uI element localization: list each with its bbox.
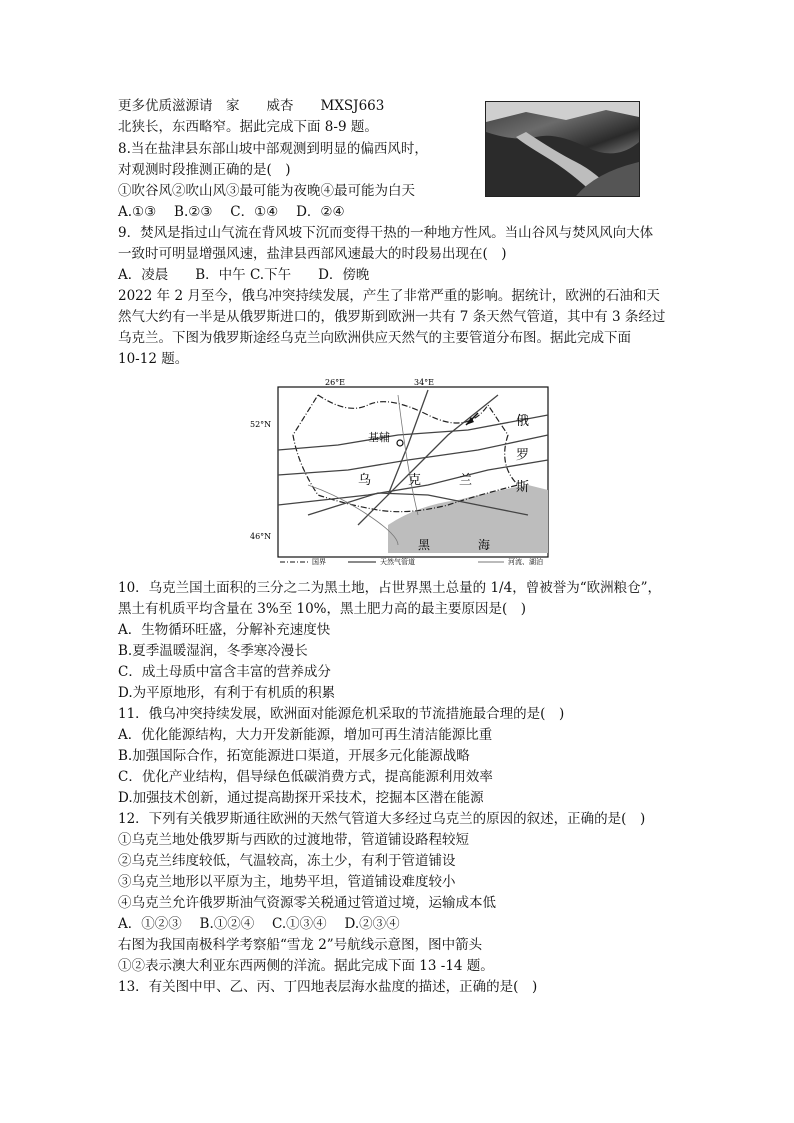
header-line: 更多优质滋源请 家 威杏 MXSJ663 [118,98,385,114]
q12-item-4: ④乌克兰允许俄罗斯油气资源零关税通过管道过境，运输成本低 [118,895,496,911]
q10-option-c: C．成土母质中富含丰富的营养成分 [118,664,331,680]
intro-tail: 北狭长，东西略窄。据此完成下面 8-9 题。 [118,119,378,135]
q12-stem: 12．下列有关俄罗斯通往欧洲的天然气管道大多经过乌克兰的原因的叙述，正确的是( ) [118,811,646,827]
q9-stem-2: 一致时可明显增强风速，盐津县西部风速最大的时段易出现在( ) [118,246,507,262]
lon-left-label: 26°E [325,378,346,387]
pipeline-map-svg [248,375,558,565]
passage2-line-2: ①②表示澳大利亚东西两侧的洋流。据此完成下面 13 -14 题。 [118,958,494,974]
legend-border-label: 国界 [312,558,326,565]
q12-options: A．①②③ B.①②④ C.①③④ D.②③④ [118,916,400,932]
passage2-line-1: 右图为我国南极科学考察船“雪龙 2”号航线示意图，图中箭头 [118,937,483,953]
q10-option-d: D.为平原地形，有利于有机质的积累 [118,685,336,701]
kyiv-marker [397,440,403,446]
q13-stem: 13．有关图中甲、乙、丙、丁四地表层海水盐度的描述，正确的是( ) [118,979,538,995]
lat-bottom-label: 46°N [250,532,272,541]
q9-stem-1: 9．焚风是指过山气流在背风坡下沉而变得干热的一种地方性风。当山谷风与焚风风向大体 [118,225,654,241]
q8-options: A.①③ B.②③ C．①④ D．②④ [118,204,345,220]
q8-stem-1: 8.当在盐津县东部山坡中部观测到明显的偏西风时， [118,141,428,157]
lat-top-label: 52°N [250,420,272,429]
q12-item-1: ①乌克兰地处俄罗斯与西欧的过渡地带，管道铺设路程较短 [118,832,469,848]
q11-option-b: B.加强国际合作，拓宽能源进口渠道，开展多元化能源战略 [118,748,470,764]
valley-photo-drawing [486,102,639,196]
q10-stem-2: 黑土有机质平均含量在 3%至 10%，黑土肥力高的最主要原因是( ) [118,601,527,617]
lon-right-label: 34°E [414,378,435,387]
q12-item-3: ③乌克兰地形以平原为主，地势平坦，管道铺设难度较小 [118,874,456,890]
sea-char-1: 黑 [418,538,431,552]
russia-char-1: 俄 [516,414,530,429]
kyiv-label: 基辅 [368,431,390,444]
q10-option-a: A．生物循环旺盛，分解补充速度快 [118,622,331,638]
country-char-3: 兰 [459,473,473,488]
passage-line-2: 然气大约有一半是从俄罗斯进口的，俄罗斯到欧洲一共有 7 条天然气管道，其中有 3 条经过 [118,309,666,325]
q10-stem-1: 10．乌克兰国土面积的三分之二为黑土地，占世界黑土总量的 1/4，曾被誉为“欧洲粮仓”， [118,580,661,596]
country-char-2: 克 [408,473,422,488]
q12-item-2: ②乌克兰纬度较低，气温较高，冻土少，有利于管道铺设 [118,853,456,869]
q11-option-d: D.加强技术创新，通过提高勘探开采技术，挖掘本区潜在能源 [118,790,484,806]
q11-option-a: A．优化能源结构，大力开发新能源，增加可再生清洁能源比重 [118,727,493,743]
passage-line-4: 10-12 题。 [118,351,189,367]
q11-option-c: C．优化产业结构，倡导绿色低碳消费方式，提高能源利用效率 [118,769,493,785]
q9-options: A．凌晨 B．中午 C.下午 D．傍晚 [118,267,370,283]
sea-char-2: 海 [478,538,491,552]
russia-char-3: 斯 [516,480,530,495]
pipeline-map [248,375,558,565]
passage-line-3: 乌克兰。下图为俄罗斯途经乌克兰向欧洲供应天然气的主要管道分布图。据此完成下面 [118,330,631,346]
valley-photo [485,101,640,197]
legend-river-label: 河流、湖泊 [508,558,543,565]
legend-pipe-label: 天然气管道 [380,558,415,565]
q8-stem-2: 对观测时段推测正确的是( ) [118,162,291,178]
russia-char-2: 罗 [516,448,530,463]
q11-stem: 11．俄乌冲突持续发展，欧洲面对能源危机采取的节流措施最合理的是( ) [118,706,565,722]
q8-items: ①吹谷风②吹山风③最可能为夜晚④最可能为白天 [118,183,415,199]
q10-option-b: B.夏季温暖湿润，冬季寒冷漫长 [118,643,308,659]
country-char-1: 乌 [358,473,372,488]
passage-line-1: 2022 年 2 月至今，俄乌冲突持续发展，产生了非常严重的影响。据统计，欧洲的石油和天 [118,288,660,304]
